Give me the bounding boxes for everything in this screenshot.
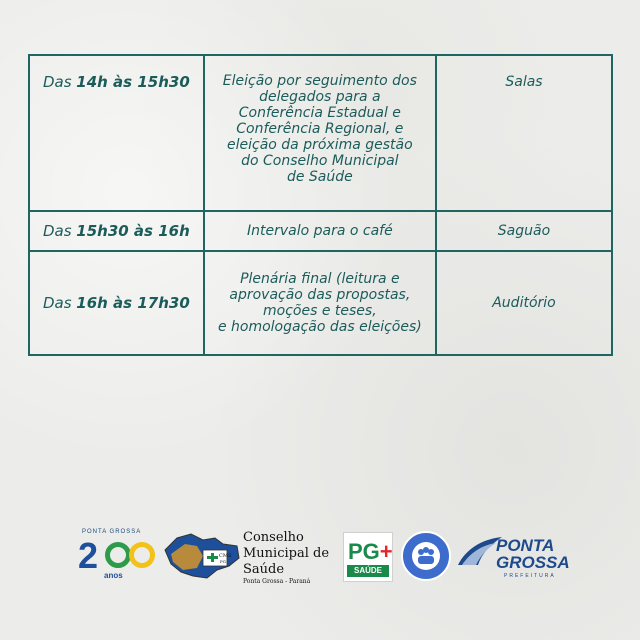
time-cell <box>29 211 204 251</box>
cms-logo <box>163 528 338 584</box>
location-cell <box>436 55 612 211</box>
schedule-row <box>29 211 612 251</box>
cms-abbr: CMS <box>219 553 232 559</box>
time-prefix: Das <box>42 293 77 312</box>
activity-line: aprovação das propostas, <box>229 287 411 303</box>
cms-line2: Municipal de <box>243 546 330 561</box>
conference-logo <box>401 531 451 581</box>
location-cell <box>436 211 612 251</box>
grossa-text: GROSSA <box>496 553 570 572</box>
activity-line: e homologação das eleições) <box>217 319 422 335</box>
activity-line: do Conselho Municipal <box>241 153 399 169</box>
activity-line: Plenária final (leitura e <box>240 271 400 287</box>
time-prefix: Das <box>42 221 77 240</box>
activity-line: delegados para a <box>259 89 381 105</box>
people-group-icon <box>412 542 440 570</box>
plus-icon: + <box>379 539 393 564</box>
location-text: Auditório <box>492 295 556 311</box>
anniversary-two: 2 <box>78 535 97 576</box>
anniversary-city: PONTA GROSSA <box>82 529 142 535</box>
activity-cell <box>204 55 436 211</box>
time-cell <box>29 251 204 355</box>
anniversary-subtitle: anos <box>104 571 123 580</box>
ponta-grossa-prefeitura-logo <box>456 533 570 581</box>
ring-icon <box>105 542 131 568</box>
parana-map-icon <box>163 532 241 582</box>
activity-line: moções e teses, <box>263 303 377 319</box>
location-text: Salas <box>505 74 543 90</box>
time-cell <box>29 55 204 211</box>
activity-line: Eleição por seguimento dos <box>222 73 417 89</box>
anniversary-200-logo <box>78 529 160 585</box>
cms-line4: Ponta Grossa - Paraná <box>243 578 311 585</box>
ponta-text: PONTA <box>496 536 555 555</box>
time-range: 14h às 15h30 <box>76 73 190 91</box>
logo-footer <box>0 525 640 590</box>
activity-line: Conferência Estadual e <box>238 105 401 121</box>
cms-abbr-small: PG <box>220 559 226 564</box>
schedule-row <box>29 251 612 355</box>
time-prefix: Das <box>42 73 77 91</box>
pg-text: PG <box>348 539 380 564</box>
activity-cell <box>204 211 436 251</box>
pg-saude-label: SAÚDE <box>347 565 389 577</box>
time-range: 15h30 às 16h <box>76 221 190 240</box>
ring-icon <box>129 542 155 568</box>
activity-line: de Saúde <box>286 169 353 185</box>
cms-line1: Conselho <box>243 530 304 545</box>
activity-cell <box>204 251 436 355</box>
schedule-row <box>29 55 612 211</box>
time-range: 16h às 17h30 <box>76 293 190 312</box>
prefeitura-text: PREFEITURA <box>504 573 556 579</box>
activity-line: Conferência Regional, e <box>236 121 404 137</box>
location-cell <box>436 251 612 355</box>
schedule-table <box>28 54 613 356</box>
cms-line3: Saúde <box>243 562 285 577</box>
location-text: Saguão <box>497 223 551 239</box>
activity-line: eleição da próxima gestão <box>226 137 413 153</box>
pg-saude-logo <box>343 532 393 582</box>
activity-line: Intervalo para o café <box>246 223 393 239</box>
